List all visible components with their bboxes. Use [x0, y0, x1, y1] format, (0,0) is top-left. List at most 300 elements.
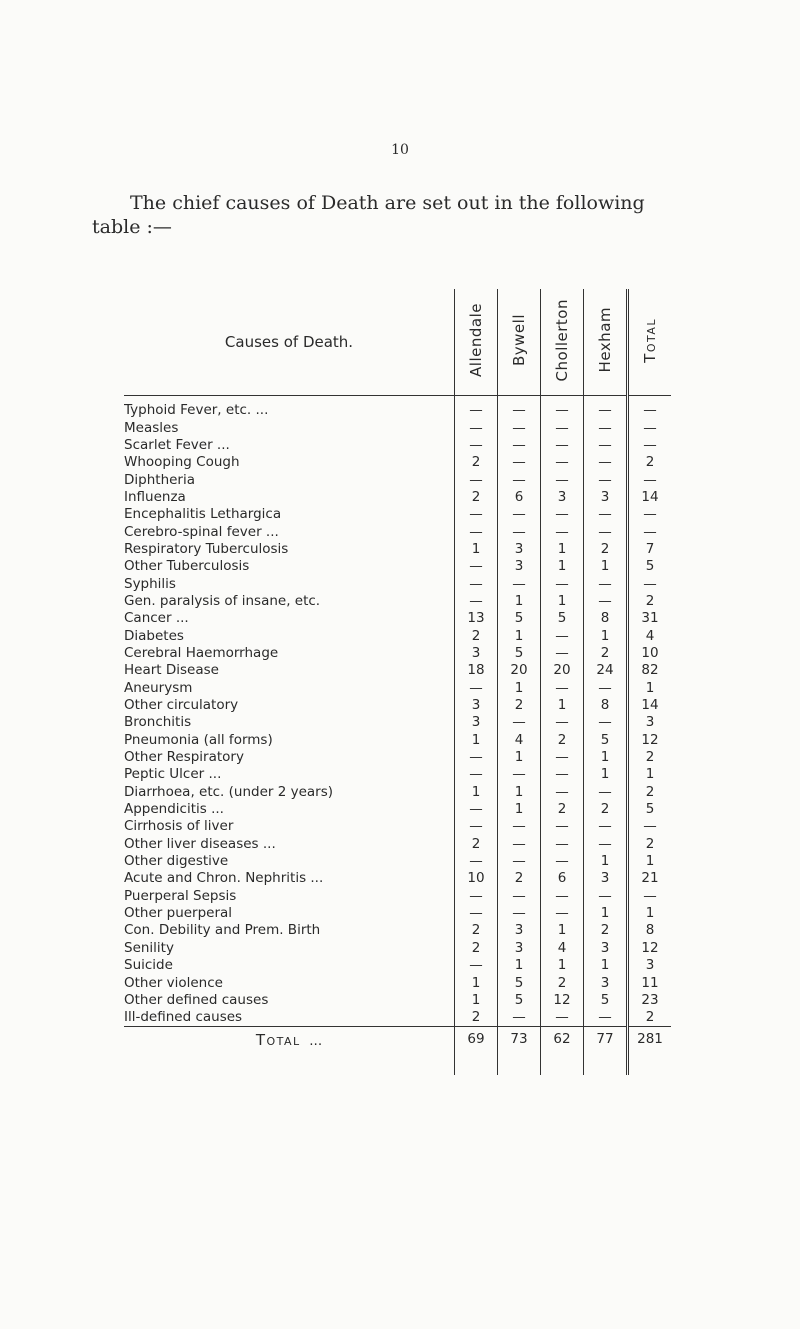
cause-cell: [124, 992, 455, 1009]
value-cell: 1: [584, 766, 628, 783]
value-cell: 5: [584, 732, 628, 749]
value-cell: 2: [455, 454, 498, 471]
value-cell: 1: [455, 974, 498, 991]
value-cell: —: [584, 419, 628, 436]
column-header-chollerton: [541, 289, 584, 396]
row-total-cell: 1: [628, 905, 672, 922]
value-cell: 1: [498, 784, 541, 801]
cause-cell: [124, 818, 455, 835]
row-total-cell: 21: [628, 870, 672, 887]
value-cell: 1: [498, 627, 541, 644]
cause-name: Whooping Cough: [124, 454, 244, 470]
table-row: [124, 662, 671, 679]
value-cell: —: [541, 853, 584, 870]
value-cell: 1: [541, 593, 584, 610]
value-cell: —: [498, 766, 541, 783]
value-cell: —: [455, 396, 498, 420]
value-cell: —: [455, 471, 498, 488]
table-row: [124, 818, 671, 835]
row-total-cell: —: [628, 818, 672, 835]
value-cell: 4: [541, 940, 584, 957]
value-cell: 5: [584, 992, 628, 1009]
cause-cell: [124, 506, 455, 523]
column-header-bywell: [498, 289, 541, 396]
cause-cell: [124, 766, 455, 783]
value-cell: —: [584, 454, 628, 471]
table-row: [124, 766, 671, 783]
table-row: [124, 732, 671, 749]
row-total-cell: 5: [628, 801, 672, 818]
cause-name: Con. Debility and Prem. Birth: [124, 922, 324, 938]
cause-cell: [124, 749, 455, 766]
value-cell: —: [584, 471, 628, 488]
value-cell: 1: [584, 558, 628, 575]
value-cell: —: [498, 853, 541, 870]
column-header-allendale: [455, 289, 498, 396]
table-row: [124, 784, 671, 801]
cause-name: Encephalitis Lethargica: [124, 506, 285, 522]
cause-name: Cerebro-spinal fever ...: [124, 524, 283, 540]
table-row: [124, 419, 671, 436]
value-cell: —: [455, 749, 498, 766]
value-cell: 1: [541, 541, 584, 558]
cause-name: Appendicitis ...: [124, 801, 228, 817]
value-cell: —: [498, 419, 541, 436]
table-row: [124, 471, 671, 488]
value-cell: 3: [455, 645, 498, 662]
value-cell: 3: [455, 697, 498, 714]
row-total-cell: 12: [628, 940, 672, 957]
cause-cell: [124, 784, 455, 801]
value-cell: 3: [584, 870, 628, 887]
value-cell: —: [541, 888, 584, 905]
value-cell: 20: [498, 662, 541, 679]
column-header-hexham: [584, 289, 628, 396]
value-cell: 1: [584, 627, 628, 644]
row-total-cell: 1: [628, 680, 672, 697]
value-cell: 2: [498, 870, 541, 887]
value-cell: —: [541, 575, 584, 592]
cause-name: Other defined causes: [124, 992, 272, 1008]
value-cell: —: [584, 506, 628, 523]
table-row: [124, 714, 671, 731]
value-cell: —: [541, 836, 584, 853]
value-cell: —: [541, 818, 584, 835]
table-row: [124, 870, 671, 887]
value-cell: 13: [455, 610, 498, 627]
value-cell: —: [584, 575, 628, 592]
value-cell: —: [498, 836, 541, 853]
cause-cell: [124, 888, 455, 905]
value-cell: —: [455, 523, 498, 540]
table-row: [124, 680, 671, 697]
value-cell: —: [584, 1009, 628, 1027]
table-row: [124, 1009, 671, 1027]
cause-name: Other liver diseases ...: [124, 836, 280, 852]
total-label: Total: [255, 1031, 301, 1050]
value-cell: 4: [498, 732, 541, 749]
value-cell: 5: [498, 645, 541, 662]
value-cell: 1: [498, 801, 541, 818]
value-cell: 1: [541, 922, 584, 939]
cause-cell: [124, 662, 455, 679]
row-total-cell: 7: [628, 541, 672, 558]
value-cell: 10: [455, 870, 498, 887]
value-cell: —: [541, 454, 584, 471]
row-total-cell: 2: [628, 836, 672, 853]
cause-name: Influenza: [124, 489, 190, 505]
row-total-cell: 2: [628, 784, 672, 801]
total-label-cell: [124, 1027, 455, 1076]
cause-name: Bronchitis: [124, 714, 195, 730]
table-row: [124, 801, 671, 818]
table-row: [124, 957, 671, 974]
value-cell: —: [541, 680, 584, 697]
row-total-cell: 3: [628, 714, 672, 731]
value-cell: —: [498, 523, 541, 540]
total-label-dots: ...: [300, 1033, 323, 1050]
table-row: [124, 645, 671, 662]
table-row: [124, 888, 671, 905]
value-cell: —: [541, 1009, 584, 1027]
cause-name: Cirrhosis of liver: [124, 818, 237, 834]
value-cell: 2: [455, 836, 498, 853]
cause-name: Heart Disease: [124, 662, 223, 678]
table-row: [124, 523, 671, 540]
value-cell: —: [541, 714, 584, 731]
value-cell: —: [584, 437, 628, 454]
cause-name: Peptic Ulcer ...: [124, 766, 225, 782]
row-total-cell: 3: [628, 957, 672, 974]
causes-of-death-table: [124, 289, 671, 1075]
cause-name: Other violence: [124, 975, 227, 991]
value-cell: —: [541, 645, 584, 662]
value-cell: —: [498, 471, 541, 488]
value-cell: 5: [498, 974, 541, 991]
value-cell: —: [455, 593, 498, 610]
column-header-label: Chollerton: [553, 298, 571, 382]
table-row: [124, 992, 671, 1009]
value-cell: 2: [498, 697, 541, 714]
cause-name: Aneurysm: [124, 680, 196, 696]
cause-cell: [124, 697, 455, 714]
cause-cell: [124, 940, 455, 957]
table-row: [124, 437, 671, 454]
value-cell: 2: [541, 732, 584, 749]
value-cell: 1: [584, 749, 628, 766]
cause-name: Diabetes: [124, 628, 188, 644]
value-cell: 3: [584, 940, 628, 957]
table-row: [124, 593, 671, 610]
value-cell: —: [455, 853, 498, 870]
table-body: [124, 396, 671, 1027]
value-cell: —: [455, 888, 498, 905]
cause-cell: [124, 558, 455, 575]
cause-cell: [124, 627, 455, 644]
cause-name: Acute and Chron. Nephritis ...: [124, 870, 327, 886]
cause-cell: [124, 732, 455, 749]
value-cell: 3: [498, 541, 541, 558]
row-total-cell: 5: [628, 558, 672, 575]
cause-cell: [124, 489, 455, 506]
total-cell: 73: [498, 1027, 541, 1076]
row-total-cell: 14: [628, 489, 672, 506]
value-cell: 1: [584, 905, 628, 922]
value-cell: 1: [455, 784, 498, 801]
value-cell: —: [498, 575, 541, 592]
table-row: [124, 974, 671, 991]
row-total-cell: 2: [628, 593, 672, 610]
row-total-cell: —: [628, 471, 672, 488]
value-cell: 2: [455, 940, 498, 957]
total-row: [124, 1027, 671, 1076]
value-cell: 1: [455, 992, 498, 1009]
cause-cell: [124, 714, 455, 731]
row-total-cell: —: [628, 419, 672, 436]
cause-name: Diarrhoea, etc. (under 2 years): [124, 784, 337, 800]
cause-cell: [124, 471, 455, 488]
value-cell: 3: [584, 489, 628, 506]
table-row: [124, 454, 671, 471]
row-total-cell: —: [628, 523, 672, 540]
cause-name: Typhoid Fever, etc. ...: [124, 402, 272, 418]
value-cell: 2: [584, 801, 628, 818]
cause-name: Other digestive: [124, 853, 232, 869]
cause-cell: [124, 454, 455, 471]
cause-cell: [124, 575, 455, 592]
value-cell: 3: [584, 974, 628, 991]
value-cell: —: [455, 419, 498, 436]
row-total-cell: 12: [628, 732, 672, 749]
row-total-cell: 23: [628, 992, 672, 1009]
cause-name: Other puerperal: [124, 905, 236, 921]
value-cell: —: [498, 437, 541, 454]
value-cell: —: [455, 575, 498, 592]
value-cell: 1: [541, 957, 584, 974]
value-cell: —: [541, 471, 584, 488]
value-cell: 1: [498, 593, 541, 610]
value-cell: —: [455, 957, 498, 974]
value-cell: —: [541, 784, 584, 801]
table-row: [124, 749, 671, 766]
row-total-cell: 2: [628, 1009, 672, 1027]
row-total-cell: 2: [628, 454, 672, 471]
value-cell: —: [498, 396, 541, 420]
value-cell: —: [498, 905, 541, 922]
value-cell: —: [498, 714, 541, 731]
cause-name: Other Tuberculosis: [124, 558, 253, 574]
table-row: [124, 506, 671, 523]
value-cell: —: [541, 419, 584, 436]
value-cell: 2: [584, 922, 628, 939]
value-cell: 20: [541, 662, 584, 679]
intro-paragraph: [92, 191, 732, 239]
value-cell: —: [584, 523, 628, 540]
table-row: [124, 558, 671, 575]
total-cell: 62: [541, 1027, 584, 1076]
value-cell: 3: [498, 922, 541, 939]
cause-cell: [124, 541, 455, 558]
row-total-cell: 31: [628, 610, 672, 627]
cause-cell: [124, 437, 455, 454]
value-cell: —: [584, 836, 628, 853]
value-cell: —: [541, 506, 584, 523]
value-cell: 3: [498, 940, 541, 957]
row-total-cell: —: [628, 888, 672, 905]
value-cell: 1: [455, 541, 498, 558]
row-total-cell: 4: [628, 627, 672, 644]
value-cell: —: [541, 905, 584, 922]
table-row: [124, 489, 671, 506]
cause-name: Diphtheria: [124, 472, 199, 488]
cause-name: Other Respiratory: [124, 749, 248, 765]
value-cell: —: [455, 905, 498, 922]
cause-name: Gen. paralysis of insane, etc.: [124, 593, 324, 609]
value-cell: 2: [455, 922, 498, 939]
value-cell: 12: [541, 992, 584, 1009]
value-cell: 8: [584, 697, 628, 714]
cause-name: Puerperal Sepsis: [124, 888, 240, 904]
table-row: [124, 627, 671, 644]
table-row: [124, 396, 671, 420]
value-cell: —: [541, 627, 584, 644]
value-cell: 1: [498, 749, 541, 766]
cause-cell: [124, 853, 455, 870]
cause-cell: [124, 974, 455, 991]
cause-cell: [124, 957, 455, 974]
value-cell: 1: [541, 558, 584, 575]
value-cell: —: [455, 818, 498, 835]
value-cell: —: [455, 680, 498, 697]
cause-cell: [124, 610, 455, 627]
cause-name: Syphilis: [124, 576, 180, 592]
value-cell: 5: [498, 610, 541, 627]
row-total-cell: —: [628, 437, 672, 454]
cause-cell: [124, 1009, 455, 1027]
cause-cell: [124, 836, 455, 853]
value-cell: 5: [498, 992, 541, 1009]
value-cell: 1: [455, 732, 498, 749]
cause-name: Cerebral Haemorrhage: [124, 645, 282, 661]
value-cell: 2: [541, 801, 584, 818]
cause-name: Measles: [124, 420, 182, 436]
value-cell: 2: [455, 1009, 498, 1027]
intro-line-2: table :—: [92, 216, 172, 238]
cause-name: Respiratory Tuberculosis: [124, 541, 292, 557]
cause-cell: [124, 801, 455, 818]
cause-name: Senility: [124, 940, 178, 956]
cause-cell: [124, 396, 455, 420]
value-cell: 6: [541, 870, 584, 887]
value-cell: —: [584, 680, 628, 697]
value-cell: —: [455, 506, 498, 523]
value-cell: 24: [584, 662, 628, 679]
value-cell: —: [498, 1009, 541, 1027]
value-cell: 1: [541, 697, 584, 714]
value-cell: —: [455, 558, 498, 575]
value-cell: 2: [584, 541, 628, 558]
value-cell: 2: [541, 974, 584, 991]
cause-name: Other circulatory: [124, 697, 242, 713]
cause-name: Cancer ...: [124, 610, 193, 626]
cause-cell: [124, 922, 455, 939]
row-total-cell: 11: [628, 974, 672, 991]
column-header-total: [628, 289, 672, 396]
table-row: [124, 610, 671, 627]
value-cell: —: [584, 593, 628, 610]
value-cell: —: [584, 396, 628, 420]
intro-line-1: The chief causes of Death are set out in the following: [130, 192, 645, 214]
total-cell: 77: [584, 1027, 628, 1076]
value-cell: —: [584, 888, 628, 905]
cause-name: Ill-defined causes: [124, 1009, 246, 1025]
table-row: [124, 575, 671, 592]
value-cell: 3: [541, 489, 584, 506]
value-cell: —: [541, 437, 584, 454]
value-cell: —: [498, 818, 541, 835]
value-cell: 5: [541, 610, 584, 627]
value-cell: —: [584, 818, 628, 835]
row-total-cell: 2: [628, 749, 672, 766]
table-row: [124, 541, 671, 558]
cause-column-header: Causes of Death.: [124, 289, 455, 396]
value-cell: —: [455, 801, 498, 818]
row-total-cell: 1: [628, 766, 672, 783]
row-total-cell: 82: [628, 662, 672, 679]
value-cell: 3: [455, 714, 498, 731]
value-cell: 3: [498, 558, 541, 575]
cause-cell: [124, 870, 455, 887]
value-cell: 1: [584, 957, 628, 974]
value-cell: —: [455, 766, 498, 783]
value-cell: —: [455, 437, 498, 454]
value-cell: 8: [584, 610, 628, 627]
table-header-row: [124, 289, 671, 396]
table-row: [124, 836, 671, 853]
value-cell: —: [498, 506, 541, 523]
value-cell: —: [541, 749, 584, 766]
cause-cell: [124, 680, 455, 697]
value-cell: —: [541, 396, 584, 420]
table-row: [124, 697, 671, 714]
value-cell: 1: [498, 957, 541, 974]
table-row: [124, 905, 671, 922]
table-row: [124, 922, 671, 939]
value-cell: —: [541, 766, 584, 783]
column-header-label: Allendale: [467, 303, 485, 377]
cause-cell: [124, 523, 455, 540]
row-total-cell: 8: [628, 922, 672, 939]
cause-cell: [124, 593, 455, 610]
row-total-cell: 10: [628, 645, 672, 662]
value-cell: 18: [455, 662, 498, 679]
value-cell: 6: [498, 489, 541, 506]
value-cell: 2: [584, 645, 628, 662]
table-row: [124, 853, 671, 870]
value-cell: 2: [455, 489, 498, 506]
total-cell: 281: [628, 1027, 672, 1076]
value-cell: —: [498, 888, 541, 905]
cause-cell: [124, 645, 455, 662]
cause-cell: [124, 419, 455, 436]
row-total-cell: —: [628, 575, 672, 592]
value-cell: 2: [455, 627, 498, 644]
value-cell: 1: [498, 680, 541, 697]
column-header-label: Bywell: [510, 314, 528, 366]
value-cell: 1: [584, 853, 628, 870]
row-total-cell: 14: [628, 697, 672, 714]
value-cell: —: [584, 784, 628, 801]
